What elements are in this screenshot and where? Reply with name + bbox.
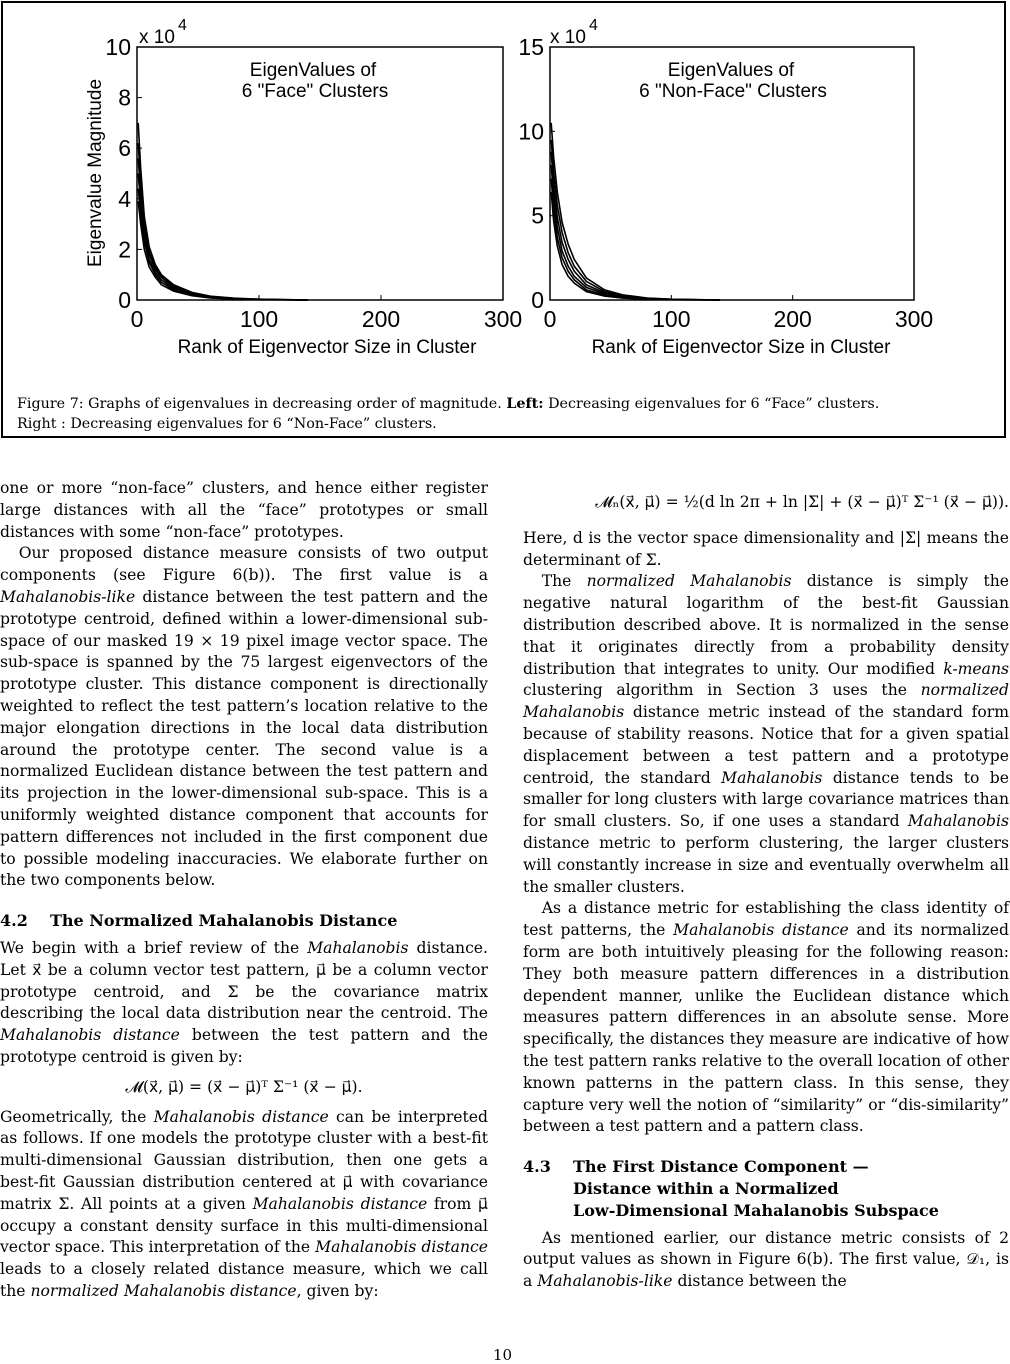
- right-plot-lines: [551, 123, 720, 300]
- x-tick-label: 200: [361, 306, 401, 332]
- x-tick-label: 200: [773, 306, 812, 332]
- left-plot-xlabel: Rank of Eigenvector Size in Cluster: [177, 337, 477, 358]
- y-tick-label: 4: [118, 185, 131, 212]
- paragraph: The normalized Mahalanobis distance is simply the negative natural logarithm of the best-fit Gaussian distribution described above. It is normalized in the sense that it originates directly from a probability density distribution that integrates to unity. Our modified k-means clustering algorithm in Section 3 uses the normalized Mahalanobis distance metric instead of the standard form because of stability reasons. Notice that for a given spatial displacement between a test pattern and a prototype centroid, the standard Mahalanobis distance tends to be smaller for long clusters with large covariance matrices than for small clusters. So, if one uses a standard Mahalanobis distance metric to perform clustering, the larger clusters will constantly increase in size and eventually overwhelm all the smaller clusters.: [523, 572, 1009, 896]
- left-plot-lines: [138, 123, 308, 300]
- paragraph: As mentioned earlier, our distance metric consists of 2 output values as shown in Figure 6(b). The first value, 𝒟₁, is a Mahalanobis-like distance between the: [523, 1228, 1009, 1291]
- equation-normalized-mahalanobis: 𝓜ₙ(x⃗, μ⃗) = ½(d ln 2π + ln |Σ| + (x⃗ − μ⃗)ᵀ Σ⁻¹ (x⃗ − μ⃗)).: [595, 493, 1009, 511]
- caption-left-text: Decreasing eigenvalues for 6 “Face” clusters.: [548, 396, 880, 412]
- series-line: [551, 192, 720, 300]
- series-line: [138, 201, 308, 300]
- right-plot-scale-exp: 4: [589, 17, 598, 34]
- series-line: [138, 174, 308, 301]
- page-number: 10: [493, 1346, 513, 1364]
- left-column: [0, 478, 488, 1303]
- figure-7: [1, 1, 1006, 438]
- y-tick-label: 8: [118, 84, 131, 111]
- caption-prefix: Figure 7: Graphs of eigenvalues in decreasing order of magnitude.: [17, 396, 502, 412]
- caption-right-text: Right : Decreasing eigenvalues for 6 “Non-Face” clusters.: [17, 415, 437, 432]
- series-line: [138, 189, 308, 300]
- left-plot-scale: x 10: [139, 27, 175, 48]
- paragraph: We begin with a brief review of the Mahalanobis distance. Let x⃗ be a column vector test pattern, μ⃗ be a column vector prototype centroid, and Σ be the covariance matrix describing the local data distribution near the centroid. The Mahalanobis distance between the test pattern and the prototype centroid is given by:: [0, 938, 488, 1066]
- paragraph: Our proposed distance measure consists of two output components (see Figure 6(b)). The first value is a Mahalanobis-like distance between the test pattern and the prototype centroid, defined within a lower-dimensional sub-space of our masked 19 × 19 pixel image vector space. The sub-space is spanned by the 75 largest eigenvectors of the prototype cluster. This distance component is directionally weighted to reflect the test pattern’s location relative to the major elongation directions in the local data distribution around the prototype center. The second value is a normalized Euclidean distance between the test pattern and its projection in the lower-dimensional sub-space. This is a uniformly weighted distance component that accounts for pattern differences not included in the first component due to possible modeling inaccuracies. We elaborate further on the two components below.: [0, 544, 488, 890]
- series-line: [138, 158, 308, 300]
- right-plot: [518, 17, 933, 358]
- x-tick-label: 100: [652, 306, 691, 332]
- series-line: [138, 123, 308, 300]
- right-plot-xlabel: Rank of Eigenvector Size in Cluster: [591, 337, 891, 358]
- x-tick-label: 0: [543, 306, 557, 332]
- section-heading-4-3: 4.3 The First Distance Component — Distance within a Normalized Low-Dimensional Mahalanobis Subspace: [523, 1157, 939, 1220]
- y-tick-label: 6: [118, 135, 131, 162]
- right-plot-title-line1: EigenValues of: [667, 60, 795, 81]
- equation-mahalanobis: 𝓜(x⃗, μ⃗) = (x⃗ − μ⃗)ᵀ Σ⁻¹ (x⃗ − μ⃗).: [125, 1077, 363, 1096]
- paragraph: As a distance metric for establishing the class identity of test patterns, the Mahalanobis distance and its normalized form are both intuitively pleasing for the following reason: They both measure pattern differences in a distribution dependent manner, unlike the Euclidean distance which measures pattern differences in an absolute sense. More specifically, the distances they measure are indicative of how the test pattern ranks relative to the overall location of other known patterns in the pattern class. In this sense, they capture very well the notion of “similarity” or “dis-similarity” between a test pattern and a pattern class.: [523, 899, 1009, 1136]
- series-line: [551, 165, 720, 300]
- left-plot-scale-exp: 4: [178, 17, 187, 34]
- y-tick-label: 15: [518, 34, 544, 60]
- right-plot-scale: x 10: [550, 27, 586, 48]
- x-tick-label: 300: [894, 306, 934, 332]
- y-tick-label: 0: [118, 287, 131, 313]
- paragraph: Here, d is the vector space dimensionality and |Σ| means the determinant of Σ.: [523, 528, 1009, 569]
- figure-caption: [17, 395, 997, 434]
- left-plot-title-line2: 6 "Face" Clusters: [241, 81, 389, 102]
- right-column: [523, 478, 1009, 1293]
- x-tick-label: 300: [483, 306, 523, 332]
- caption-left-label: Left:: [506, 396, 544, 412]
- left-plot: [85, 17, 522, 358]
- y-tick-label: 10: [518, 118, 544, 145]
- right-plot-title-line2: 6 "Non-Face" Clusters: [639, 81, 827, 102]
- paragraph: one or more “non-face” clusters, and hence either register large distances with all the “face” prototypes or small distances with some “non-face” prototypes.: [0, 479, 488, 541]
- section-heading-4-2: 4.2 The Normalized Mahalanobis Distance: [0, 911, 398, 931]
- y-tick-label: 5: [531, 202, 544, 229]
- left-plot-ylabel: Eigenvalue Magnitude: [85, 78, 106, 268]
- x-tick-label: 100: [239, 306, 279, 332]
- figure-7-plots: [3, 3, 1008, 440]
- y-tick-label: 2: [118, 236, 131, 263]
- y-tick-label: 0: [531, 287, 544, 313]
- paragraph: Geometrically, the Mahalanobis distance can be interpreted as follows. If one models the prototype cluster with a best-fit multi-dimensional Gaussian distribution, then one gets a best-fit Gaussian distribution centered at μ⃗ with covariance matrix Σ. All points at a given Mahalanobis distance from μ⃗ occupy a constant density surface in this multi-dimensional vector space. This interpretation of the Mahalanobis distance leads to a closely related distance measure, which we call the normalized Mahalanobis distance, given by:: [0, 1107, 488, 1300]
- series-line: [551, 140, 720, 300]
- x-tick-label: 0: [130, 306, 144, 332]
- y-tick-label: 10: [105, 34, 131, 60]
- left-plot-title-line1: EigenValues of: [249, 60, 377, 81]
- series-line: [551, 179, 720, 300]
